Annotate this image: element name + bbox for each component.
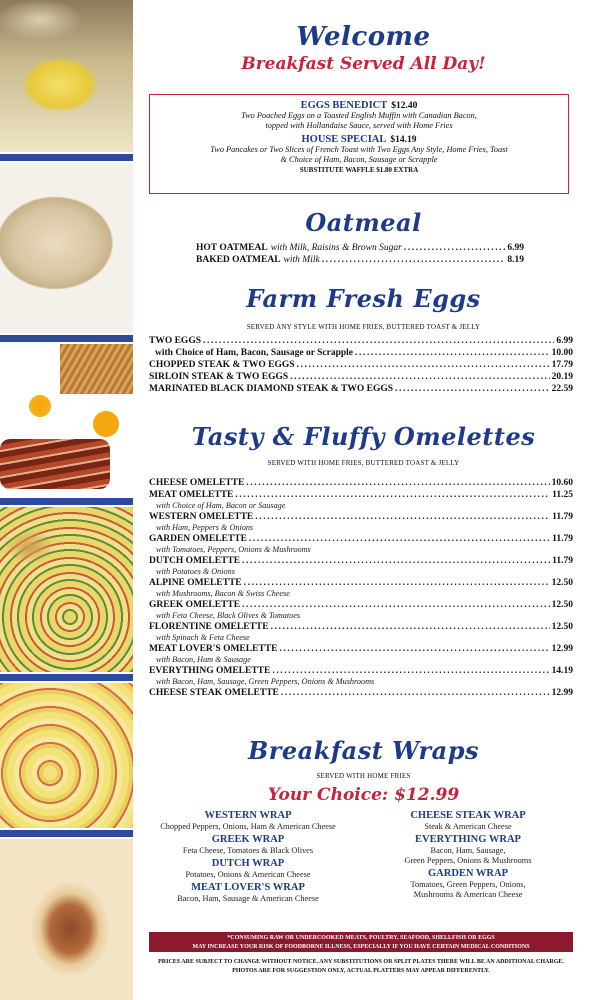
scrambled-eggs-photo [0,683,133,828]
menu-content [133,0,594,1000]
welcome-title: Welcome [296,22,431,52]
menu-item: BAKED OATMEAL with Milk ..... 8.19 [196,254,524,266]
wrap-name: MEAT LOVER'S WRAP [191,882,305,893]
eggs-title: Farm Fresh Eggs [246,284,481,313]
wraps-title: Breakfast Wraps [247,736,480,765]
bacon-shape [0,439,110,489]
item-note: with Potatoes & Onions [156,567,235,576]
menu-item: CHEESE STEAK OMELETTE ..... 12.99 [149,687,573,699]
omelettes-subtitle: SERVED WITH HOME FRIES, BUTTERED TOAST & JELLY [267,459,460,467]
menu-item: CHOPPED STEAK & TWO EGGS ..... 17.79 [149,359,573,371]
photo-divider [0,496,133,507]
photo-divider [0,152,133,163]
footer-notice [149,958,573,976]
menu-item: HOT OATMEAL with Milk, Raisins & Brown Sugar ..... 6.99 [196,242,524,254]
photo-divider [0,828,133,839]
special-desc: topped with Hollandaise Sauce, served with Home Fries [265,121,453,130]
hashbrown-shape [60,344,133,394]
wrap-desc: Steak & American Cheese [424,822,512,831]
wraps-price: Your Choice: $12.99 [267,785,460,805]
menu-item: ALPINE OMELETTE ..... 12.50 [149,577,573,589]
menu-item: DUTCH OMELETTE ..... 11.79 [149,555,573,567]
special-desc: Two Pancakes or Two Slices of French Toast with Two Eggs Any Style, Home Fries, Toast [210,145,508,154]
menu-item: with Choice of Ham, Bacon, Sausage or Scrapple ..... 10.00 [149,347,573,359]
eggs-photo [0,344,133,496]
menu-item: GARDEN OMELETTE ..... 11.79 [149,533,573,545]
item-note: with Feta Cheese, Black Olives & Tomatoes [156,611,301,620]
wrap-name: EVERYTHING WRAP [415,834,521,845]
photo-divider [0,672,133,683]
eggs-subtitle: SERVED ANY STYLE WITH HOME FRIES, BUTTERED TOAST & JELLY [246,323,481,331]
food-safety-warning [149,932,573,952]
wrap-desc: Green Peppers, Onions & Mushrooms [404,856,532,865]
wrap-desc: Feta Cheese, Tomatoes & Black Olives [182,846,314,855]
wrap-name: CHEESE STEAK WRAP [410,810,526,821]
item-note: with Choice of Ham, Bacon or Sausage [156,501,286,510]
substitute-waffle-note: SUBSTITUTE WAFFLE $1.80 EXTRA [299,166,419,174]
menu-item: MEAT OMELETTE ..... 11.25 [149,489,573,501]
special-house: HOUSE SPECIAL $14.19 [301,134,417,145]
footer-line: PHOTOS ARE FOR SUGGESTION ONLY, ACTUAL PLATTERS MAY APPEAR DIFFERENTLY. [232,968,490,974]
eggs-benedict-photo [0,0,133,152]
eggs-list [149,335,573,395]
omelettes-list [149,477,573,699]
item-note: with Spinach & Feta Cheese [156,633,250,642]
wrap-desc: Potatoes, Onions & American Cheese [185,870,311,879]
item-note: with Tomatoes, Peppers, Onions & Mushrooms [156,545,311,554]
menu-item: MARINATED BLACK DIAMOND STEAK & TWO EGGS ..... 22.59 [149,383,573,395]
specials-box [149,94,569,194]
photo-column [0,0,133,1000]
special-desc: & Choice of Ham, Bacon, Sausage or Scrapple [280,155,438,164]
special-desc: Two Poached Eggs on a Toasted English Muffin with Canadian Bacon, [241,111,477,120]
wrap-name: GARDEN WRAP [427,868,509,879]
menu-item: CHEESE OMELETTE ..... 10.60 [149,477,573,489]
wrap-desc: Bacon, Ham, Sausage, [430,846,506,855]
footer-line: PRICES ARE SUBJECT TO CHANGE WITHOUT NOTICE. ANY SUBSTITUTIONS OR SPLIT PLATES THERE WILL BE AN ADDITIONAL CHARGE. [158,959,564,965]
wrap-desc: Chopped Peppers, Onions, Ham & American Cheese [160,822,336,831]
menu-item: GREEK OMELETTE ..... 12.50 [149,599,573,611]
wraps-subtitle: SERVED WITH HOME FRIES [316,772,411,780]
menu-item: WESTERN OMELETTE ..... 11.79 [149,511,573,523]
oatmeal-photo [0,163,133,333]
warning-line: MAY INCREASE YOUR RISK OF FOODBORNE ILLNESS, ESPECIALLY IF YOU HAVE CERTAIN MEDICAL CONDITIONS [192,943,530,950]
warning-line: *CONSUMING RAW OR UNDERCOOKED MEATS, POULTRY, SEAFOOD, SHELLFISH OR EGGS [227,935,495,941]
menu-item: EVERYTHING OMELETTE ..... 14.19 [149,665,573,677]
menu-item: FLORENTINE OMELETTE ..... 12.50 [149,621,573,633]
wrap-name: GREEK WRAP [211,834,285,845]
wraps-left-column [143,808,353,904]
wrap-photo [0,839,133,1000]
item-note: with Bacon, Ham & Sausage [156,655,251,664]
menu-item: TWO EGGS ..... 6.99 [149,335,573,347]
omelette-photo [0,507,133,672]
item-note: with Bacon, Ham, Sausage, Green Peppers, Onions & Mushrooms [156,677,375,686]
photo-divider [0,333,133,344]
special-eggs-benedict: EGGS BENEDICT $12.40 [300,100,418,111]
menu-item: SIRLOIN STEAK & TWO EGGS ..... 20.19 [149,371,573,383]
wrap-name: DUTCH WRAP [211,858,285,869]
wraps-right-column [363,808,573,900]
wrap-name: WESTERN WRAP [204,810,292,821]
omelettes-title: Tasty & Fluffy Omelettes [191,422,536,451]
item-note: with Mushrooms, Bacon & Swiss Cheese [156,589,290,598]
item-note: with Ham, Peppers & Onions [156,523,254,532]
welcome-subtitle: Breakfast Served All Day! [241,54,486,74]
oatmeal-title: Oatmeal [305,208,422,237]
wrap-desc: Tomatoes, Green Peppers, Onions, [410,880,526,889]
oatmeal-list [196,242,524,266]
egg-yolk-shape [86,404,126,444]
menu-item: MEAT LOVER'S OMELETTE ..... 12.99 [149,643,573,655]
wrap-desc: Mushrooms & American Cheese [413,890,523,899]
wrap-desc: Bacon, Ham, Sausage & American Cheese [177,894,319,903]
